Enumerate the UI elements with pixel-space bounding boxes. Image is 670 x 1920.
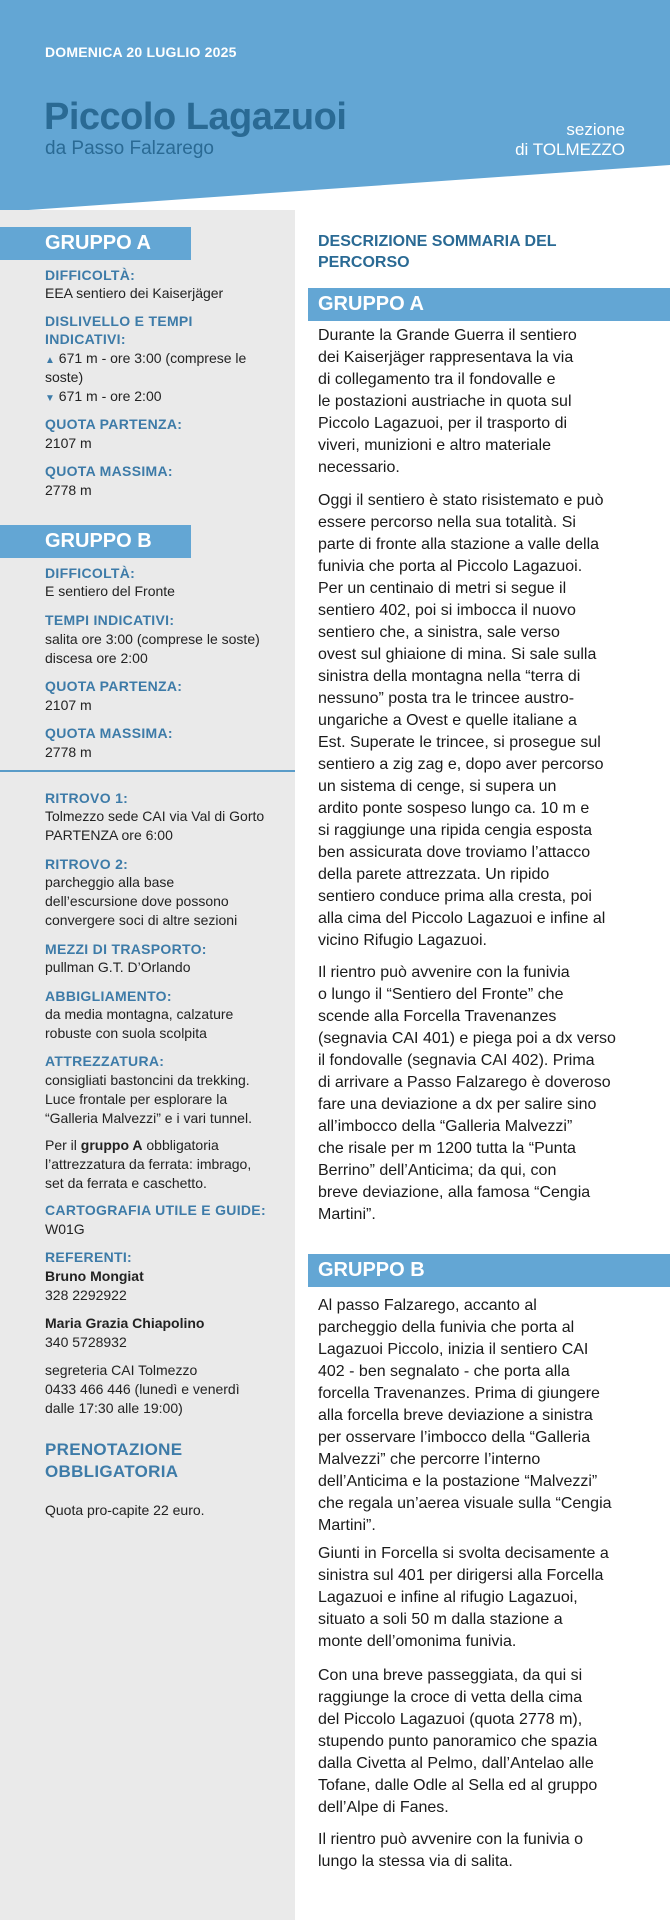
paragraph-line: un sistema di cenge, si supera un: [318, 778, 557, 795]
paragraph-line: ben assicurata dove troviamo l’attacco: [318, 844, 591, 861]
paragraph-line: dalla Civetta al Pelmo, dall’Antelao alle: [318, 1755, 594, 1772]
paragraph-line: sinistra sul 401 per dirigersi alla Forcella: [318, 1567, 604, 1584]
paragraph-line: Giunti in Forcella si svolta decisamente a: [318, 1545, 609, 1562]
paragraph-line: raggiunge la croce di vetta della cima: [318, 1689, 583, 1706]
paragraph-line: sentiero a zig zag e, dopo aver percorso: [318, 756, 604, 773]
gruppo-a-note-line1: [45, 1136, 285, 1155]
paragraph-line: fare una deviazione a dx per salire sino: [318, 1096, 597, 1113]
gruppo-a-quota-massima-label: QUOTA MASSIMA:: [45, 463, 173, 479]
gruppo-a-discesa-text: 671 m - ore 2:00: [58, 388, 162, 404]
gruppo-a-quota-partenza-label: QUOTA PARTENZA:: [45, 416, 183, 432]
paragraph-line: forcella Travenanzes. Prima di giungere: [318, 1385, 600, 1402]
paragraph-line: parte di fronte alla stazione a valle della: [318, 536, 600, 553]
section-label-line2: di TOLMEZZO: [515, 140, 625, 159]
paragraph-line: Malvezzi” che percorre l’interno: [318, 1451, 541, 1468]
attrezzatura-line1: consigliati bastoncini da trekking.: [45, 1072, 250, 1088]
paragraph-line: lungo la stessa via di salita.: [318, 1853, 513, 1870]
gruppo-a-note-pre: Per il: [45, 1137, 81, 1153]
event-date: DOMENICA 20 LUGLIO 2025: [45, 44, 237, 60]
main-gruppo-b-banner: GRUPPO B: [308, 1254, 670, 1287]
segreteria-line1: segreteria CAI Tolmezzo: [45, 1362, 198, 1378]
main-gruppo-a-banner: GRUPPO A: [308, 288, 670, 321]
paragraph-line: sentiero 402, poi si imbocca il nuovo: [318, 602, 576, 619]
gruppo-a-note-bold: gruppo A: [80, 1137, 143, 1153]
gruppo-b-quota-massima-label: QUOTA MASSIMA:: [45, 725, 173, 741]
paragraph-line: Est. Superate le trincee, si prosegue sul: [318, 734, 601, 751]
ritrovo2-line1: parcheggio alla base: [45, 874, 175, 890]
paragraph-line: alla forcella breve deviazione a sinistra: [318, 1407, 593, 1424]
gruppo-a-difficolta: EEA sentiero dei Kaiserjäger: [45, 285, 224, 301]
referente-2-phone: 340 5728932: [45, 1334, 127, 1350]
paragraph-line: Al passo Falzarego, accanto al: [318, 1297, 537, 1314]
gruppo-b-quota-partenza-label: QUOTA PARTENZA:: [45, 678, 183, 694]
referente-1-phone: 328 2292922: [45, 1287, 127, 1303]
paragraph-line: ardito ponte sospeso lungo ca. 10 m e: [318, 800, 590, 817]
paragraph-line: situato a soli 50 m dalla stazione a: [318, 1611, 563, 1628]
paragraph-line: (segnavia CAI 401) e piega poi a dx verso: [318, 1030, 616, 1047]
paragraph-line: il fondovalle (segnavia CAI 402). Prima: [318, 1052, 595, 1069]
paragraph-line: del Piccolo Lagazuoi (quota 2778 m),: [318, 1711, 583, 1728]
paragraph-line: Lagazuoi Piccolo, inizia il sentiero CAI: [318, 1341, 589, 1358]
quota-pro-capite: Quota pro-capite 22 euro.: [45, 1502, 205, 1518]
paragraph-line: Oggi il sentiero è stato risistemato e può: [318, 492, 604, 509]
referenti-label: REFERENTI:: [45, 1249, 132, 1265]
gruppo-b-quota-massima: 2778 m: [45, 744, 92, 760]
attrezzatura-line2: Luce frontale per esplorare la: [45, 1091, 228, 1107]
paragraph-line: Durante la Grande Guerra il sentiero: [318, 327, 577, 344]
paragraph-line: Per un centinaio di metri si segue il: [318, 580, 567, 597]
paragraph-line: che risale per m 1200 tutta la “Punta: [318, 1140, 576, 1157]
gruppo-b-paragraph-2: [318, 1543, 630, 1653]
paragraph-line: le postazioni austriache in quota sul: [318, 393, 572, 410]
paragraph-line: di collegamento tra il fondovalle e: [318, 371, 556, 388]
paragraph-line: monte dell’omonima funivia.: [318, 1633, 517, 1650]
gruppo-a-salita-text: 671 m - ore 3:00 (comprese le: [58, 350, 247, 366]
paragraph-line: di arrivare a Passo Falzarego è doveroso: [318, 1074, 611, 1091]
gruppo-a-note-post: obbligatoria: [142, 1137, 219, 1153]
cartografia-label: CARTOGRAFIA UTILE E GUIDE:: [45, 1202, 266, 1218]
main-heading-line2: PERCORSO: [318, 254, 410, 271]
paragraph-line: breve deviazione, alla famosa “Cengia: [318, 1184, 591, 1201]
paragraph-line: sentiero conduce prima alla cresta, poi: [318, 888, 592, 905]
paragraph-line: Martini”.: [318, 1206, 376, 1223]
paragraph-line: all’imbocco della “Galleria Malvezzi”: [318, 1118, 573, 1135]
main-heading-line1: DESCRIZIONE SOMMARIA DEL: [318, 233, 557, 250]
gruppo-b-tempi-label: TEMPI INDICATIVI:: [45, 612, 175, 628]
paragraph-line: per osservare l’imbocco della “Galleria: [318, 1429, 591, 1446]
paragraph-line: Berrino” dell’Anticima; da qui, con: [318, 1162, 557, 1179]
gruppo-a-difficolta-label: DIFFICOLTÀ:: [45, 267, 136, 283]
referente-2-name: Maria Grazia Chiapolino: [45, 1315, 205, 1331]
ritrovo2-line2: dell’escursione dove possono: [45, 893, 229, 909]
paragraph-line: Martini”.: [318, 1517, 376, 1534]
paragraph-line: alla cima del Piccolo Lagazuoi e infine al: [318, 910, 606, 927]
gruppo-a-note-line3: set da ferrata e caschetto.: [45, 1175, 207, 1191]
gruppo-b-tempi-discesa: discesa ore 2:00: [45, 650, 148, 666]
gruppo-a-note-line2: l’attrezzatura da ferrata: imbrago,: [45, 1156, 252, 1172]
gruppo-b-paragraph-1: [318, 1295, 630, 1537]
paragraph-line: vicino Rifugio Lagazuoi.: [318, 932, 487, 949]
cartografia: W01G: [45, 1221, 85, 1237]
paragraph-line: viveri, munizioni e altro materiale: [318, 437, 551, 454]
header: [0, 0, 670, 215]
mezzi-label: MEZZI DI TRASPORTO:: [45, 941, 207, 957]
triangle-down-icon: ▼: [45, 393, 55, 404]
abbigliamento-label: ABBIGLIAMENTO:: [45, 988, 172, 1004]
gruppo-a-salita-line2: soste): [45, 369, 84, 385]
paragraph-line: sentiero che, a sinistra, sale verso: [318, 624, 560, 641]
attrezzatura-label: ATTREZZATURA:: [45, 1053, 165, 1069]
page-subtitle: da Passo Falzarego: [45, 138, 214, 159]
prenotazione-line2: OBBLIGATORIA: [45, 1462, 179, 1481]
paragraph-line: necessario.: [318, 459, 400, 476]
gruppo-a-salita: [45, 349, 285, 370]
sidebar-gruppo-a-banner: GRUPPO A: [0, 227, 191, 260]
paragraph-line: funivia che porta al Piccolo Lagazuoi.: [318, 558, 583, 575]
paragraph-line: ungariche a Ovest e quelle italiane a: [318, 712, 577, 729]
paragraph-line: Con una breve passeggiata, da qui si: [318, 1667, 583, 1684]
gruppo-b-paragraph-4: [318, 1829, 630, 1873]
gruppo-a-quota-partenza: 2107 m: [45, 435, 92, 451]
paragraph-line: Il rientro può avvenire con la funivia: [318, 964, 570, 981]
gruppo-a-paragraph-1: [318, 325, 630, 479]
sidebar-divider: [0, 770, 295, 772]
paragraph-line: essere percorso nella sua totalità. Si: [318, 514, 576, 531]
gruppo-a-discesa: [45, 387, 285, 408]
gruppo-a-paragraph-3: [318, 962, 630, 1226]
paragraph-line: Tofane, dalle Odle al Sella ed al gruppo: [318, 1777, 598, 1794]
paragraph-line: parcheggio della funivia che porta al: [318, 1319, 575, 1336]
paragraph-line: Piccolo Lagazuoi, per il trasporto di: [318, 415, 568, 432]
gruppo-a-dislivello-label-1: DISLIVELLO E TEMPI: [45, 313, 193, 329]
attrezzatura-line3: “Galleria Malvezzi” e i vari tunnel.: [45, 1110, 252, 1126]
paragraph-line: sinistra della montagna nella “terra di: [318, 668, 581, 685]
ritrovo1-line1: Tolmezzo sede CAI via Val di Gorto: [45, 808, 265, 824]
paragraph-line: o lungo il “Sentiero del Fronte” che: [318, 986, 564, 1003]
paragraph-line: stupendo punto panoramico che spazia: [318, 1733, 598, 1750]
prenotazione-line1: PRENOTAZIONE: [45, 1440, 183, 1459]
ritrovo2-label: RITROVO 2:: [45, 856, 129, 872]
gruppo-a-quota-massima: 2778 m: [45, 482, 92, 498]
page-title: Piccolo Lagazuoi: [44, 96, 347, 138]
ritrovo1-line2: PARTENZA ore 6:00: [45, 827, 173, 843]
gruppo-a-paragraph-2: [318, 490, 630, 952]
gruppo-b-difficolta: E sentiero del Fronte: [45, 583, 175, 599]
gruppo-b-difficolta-label: DIFFICOLTÀ:: [45, 565, 136, 581]
paragraph-line: dei Kaiserjäger rappresentava la via: [318, 349, 574, 366]
paragraph-line: dell’Alpe di Fanes.: [318, 1799, 449, 1816]
gruppo-a-dislivello-label-2: INDICATIVI:: [45, 331, 126, 347]
triangle-up-icon: ▲: [45, 355, 55, 366]
paragraph-line: ovest sul ghiaione di mina. Si sale sulla: [318, 646, 597, 663]
paragraph-line: che regala un’aerea visuale sulla “Cengia: [318, 1495, 612, 1512]
segreteria-line2: 0433 466 446 (lunedì e venerdì: [45, 1381, 240, 1397]
ritrovo2-line3: convergere soci di altre sezioni: [45, 912, 238, 928]
ritrovo1-label: RITROVO 1:: [45, 790, 129, 806]
paragraph-line: nessuno” posta tra le trincee austro-: [318, 690, 575, 707]
paragraph-line: 402 - ben segnalato - che porta alla: [318, 1363, 570, 1380]
paragraph-line: dell’Anticima e la postazione “Malvezzi”: [318, 1473, 598, 1490]
referente-1-name: Bruno Mongiat: [45, 1268, 144, 1284]
paragraph-line: Il rientro può avvenire con la funivia o: [318, 1831, 584, 1848]
sidebar-gruppo-b-banner: GRUPPO B: [0, 525, 191, 558]
section-label: [515, 120, 625, 160]
abbigliamento-line1: da media montagna, calzature: [45, 1006, 234, 1022]
abbigliamento-line2: robuste con suola scolpita: [45, 1025, 207, 1041]
mezzi: pullman G.T. D’Orlando: [45, 959, 191, 975]
section-label-line1: sezione: [566, 120, 625, 139]
paragraph-line: della parete attrezzata. Un ripido: [318, 866, 550, 883]
gruppo-b-paragraph-3: [318, 1665, 630, 1819]
gruppo-b-quota-partenza: 2107 m: [45, 697, 92, 713]
gruppo-b-tempi-salita: salita ore 3:00 (comprese le soste): [45, 631, 260, 647]
paragraph-line: scende alla Forcella Travenanzes: [318, 1008, 557, 1025]
paragraph-line: Lagazuoi e infine al rifugio Lagazuoi,: [318, 1589, 578, 1606]
segreteria-line3: dalle 17:30 alle 19:00): [45, 1400, 183, 1416]
paragraph-line: si raggiunge una ripida cengia esposta: [318, 822, 592, 839]
